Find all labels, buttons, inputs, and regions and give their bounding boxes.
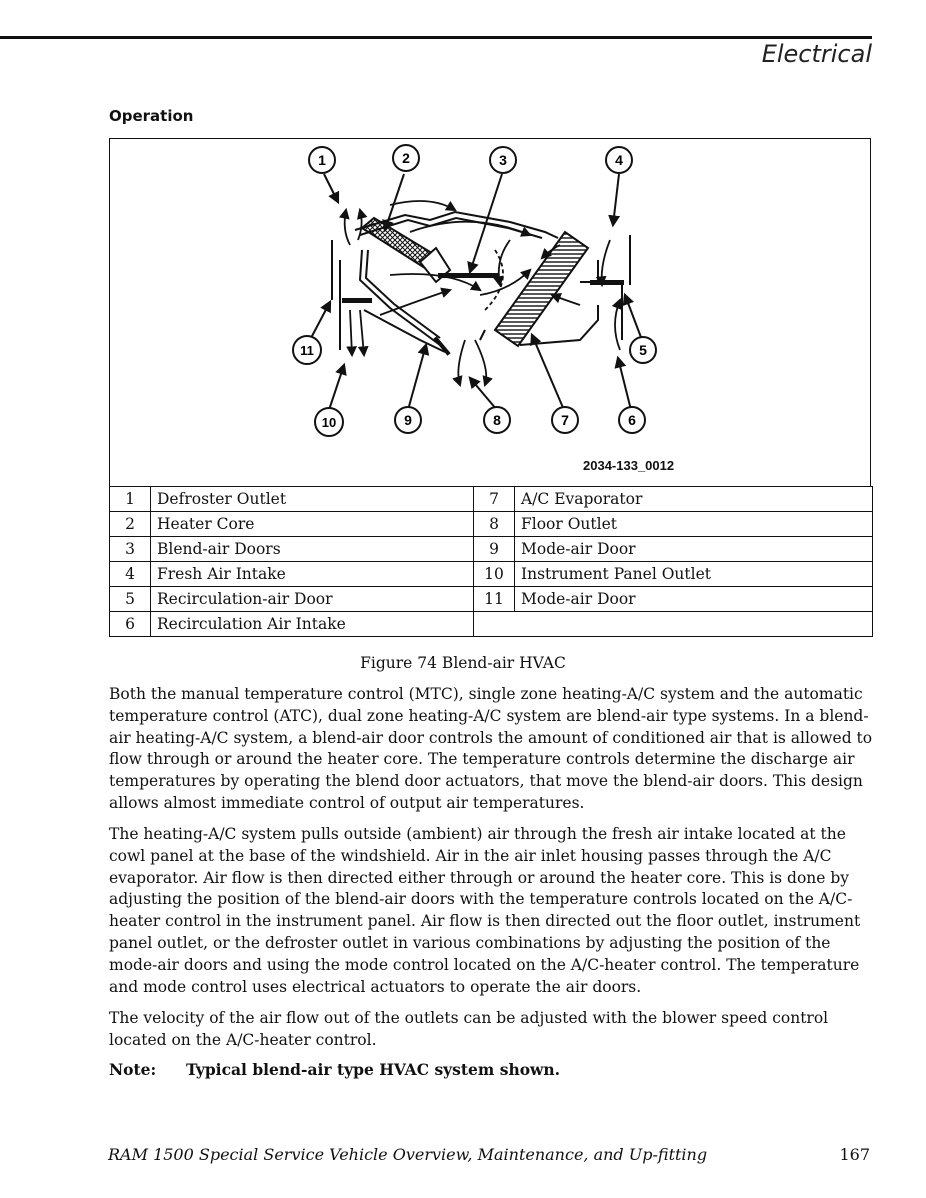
figure-caption: Figure 74 Blend-air HVAC (360, 654, 566, 672)
legend-label: Blend-air Doors (151, 537, 474, 562)
recirculation-door (590, 280, 624, 285)
chapter-title: Electrical (761, 40, 872, 68)
callout-leaders (311, 174, 642, 410)
legend-num: 1 (110, 487, 151, 512)
svg-text:1: 1 (318, 152, 326, 168)
table-row (110, 612, 873, 637)
callout-4 (606, 147, 632, 173)
callout-1 (309, 147, 335, 173)
footer-title: RAM 1500 Special Service Vehicle Overview, Maintenance, and Up-fitting (108, 1145, 708, 1164)
legend-label: Heater Core (151, 512, 474, 537)
body-paragraph-2: The heating-A/C system pulls outside (ambient) air through the fresh air intake located at the cowl panel at the base of the windshield. Air in the air inlet housing passes through the A/C evaporator. Air flow is then directed either through or around the heater core. This is done by adjusting the position of the blend-air doors with the temperature controls located on the A/C-heater control in the instrument panel. Air flow is then directed out the floor outlet, instrument panel outlet, or the defroster outlet in various combinations by adjusting the position of the mode-air doors and using the mode control located on the A/C-heater control. The temperature and mode control uses electrical actuators to operate the air doors. (109, 825, 861, 996)
section-title: Operation (109, 107, 194, 125)
callout-11 (293, 336, 321, 364)
legend-num: 3 (110, 537, 151, 562)
figure-code: 2034-133_0012 (583, 458, 675, 473)
legend-label: Mode-air Door (515, 537, 873, 562)
callout-10 (315, 408, 343, 436)
page-number: 167 (839, 1145, 870, 1164)
callout-6 (619, 407, 645, 433)
svg-text:4: 4 (615, 152, 623, 168)
table-row (110, 587, 873, 612)
body-paragraph-3: The velocity of the air flow out of the outlets can be adjusted with the blower speed control located on the A/C-heater control. (109, 1009, 829, 1049)
svg-text:6: 6 (628, 412, 636, 428)
legend-label: Fresh Air Intake (151, 562, 474, 587)
svg-text:2: 2 (402, 150, 410, 166)
body-paragraph-1: Both the manual temperature control (MTC), single zone heating-A/C system and the automatic temperature control (ATC), dual zone heating-A/C system are blend-air type systems. In a blend-air heating-A/C system, a blend-air door controls the amount of conditioned air that is allowed to flow through or around the heater core. The temperature controls determine the discharge air temperatures by operating the blend door actuators, that move the blend-air doors. This design allows almost immediate control of output air temperatures. (109, 685, 873, 812)
ac-evaporator (495, 232, 588, 346)
note-label: Note: (109, 1060, 157, 1079)
legend-num: 2 (110, 512, 151, 537)
header-rule (0, 36, 872, 39)
svg-text:8: 8 (493, 412, 501, 428)
svg-text:11: 11 (300, 343, 314, 358)
note-text: Typical blend-air type HVAC system shown. (186, 1060, 561, 1079)
legend-num: 8 (474, 512, 515, 537)
svg-text:7: 7 (561, 412, 569, 428)
note (109, 1060, 560, 1079)
heater-core (362, 218, 450, 282)
legend-label: Instrument Panel Outlet (515, 562, 873, 587)
floor-mode-door (433, 336, 450, 355)
svg-text:5: 5 (639, 342, 647, 358)
legend-label: Recirculation-air Door (151, 587, 474, 612)
svg-text:3: 3 (499, 152, 507, 168)
callout-8 (484, 407, 510, 433)
legend-label: A/C Evaporator (515, 487, 873, 512)
mode-air-door (342, 298, 372, 303)
legend-num: 6 (110, 612, 151, 637)
hvac-diagram (280, 140, 680, 440)
callout-7 (552, 407, 578, 433)
svg-text:9: 9 (404, 412, 412, 428)
table-row (110, 537, 873, 562)
legend-label: Recirculation Air Intake (151, 612, 474, 637)
svg-text:10: 10 (321, 415, 337, 430)
callout-5 (630, 337, 656, 363)
legend-num: 5 (110, 587, 151, 612)
legend-label: Mode-air Door (515, 587, 873, 612)
legend-table (109, 486, 873, 637)
legend-label: Floor Outlet (515, 512, 873, 537)
table-row (110, 512, 873, 537)
table-row (110, 487, 873, 512)
legend-num: 9 (474, 537, 515, 562)
legend-label: Defroster Outlet (151, 487, 474, 512)
callout-9 (395, 407, 421, 433)
legend-num: 10 (474, 562, 515, 587)
table-row (110, 562, 873, 587)
legend-num: 7 (474, 487, 515, 512)
legend-num: 4 (110, 562, 151, 587)
callout-2 (393, 145, 419, 171)
legend-empty-cell (474, 612, 873, 637)
legend-num: 11 (474, 587, 515, 612)
blend-path (485, 250, 503, 310)
callout-3 (490, 147, 516, 173)
